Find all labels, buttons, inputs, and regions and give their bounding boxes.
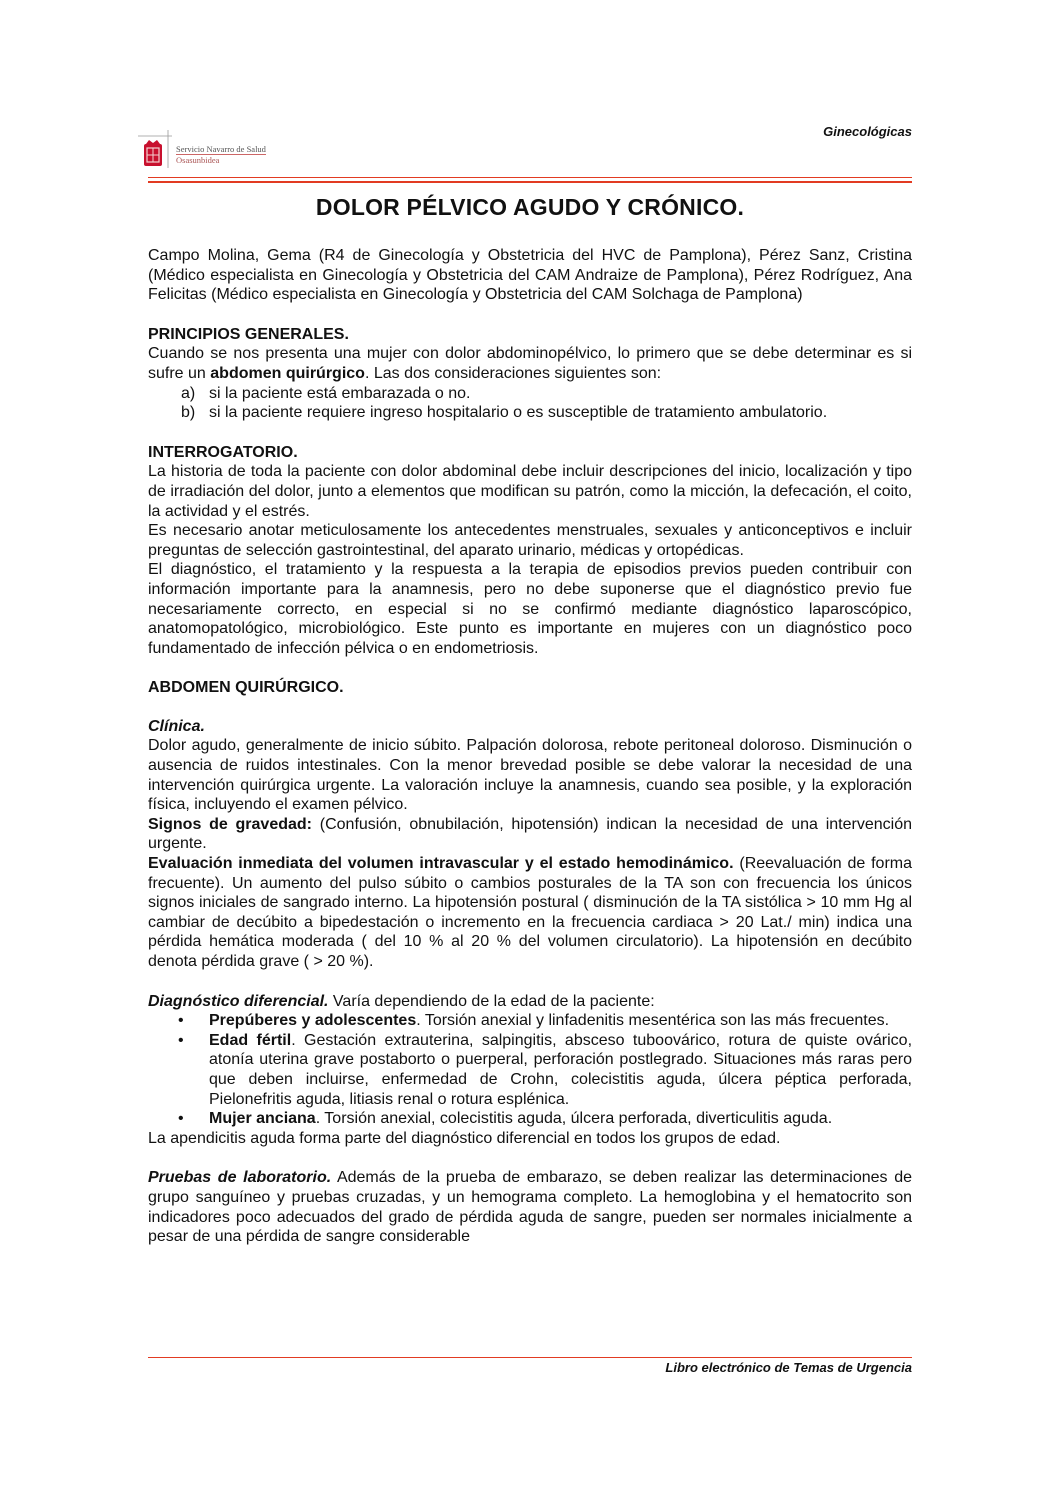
diagnostico-note: La apendicitis aguda forma parte del diagnóstico diferencial en todos los grupos de edad. <box>148 1129 781 1147</box>
section-label: Ginecológicas <box>823 124 912 139</box>
list-item: a) si la paciente está embarazada o no. <box>181 384 471 402</box>
pruebas-laboratorio-paragraph: Pruebas de laboratorio. Además de la prueba de embarazo, se deben realizar las determinaciones de grupo sanguíneo y pruebas cruzadas, y un hemograma completo. La hemoglobina y el hematocrito son indicadores poco adecuados del grado de pérdida aguda de sangre, pueden ser normales inicialmente a pesar de una pérdida de sangre considerable <box>148 1169 912 1246</box>
bullet-icon: • <box>178 1012 184 1030</box>
principios-intro: Cuando se nos presenta una mujer con dolor abdominopélvico, lo primero que se debe determinar es si sufre un abdomen quirúrgico. Las dos consideraciones siguientes son: <box>148 345 912 382</box>
bullet-icon: • <box>178 1110 184 1128</box>
header-rule-thick <box>148 181 912 183</box>
abdomen-quirurgico-emphasis: abdomen quirúrgico <box>210 364 365 382</box>
list-item: • Mujer anciana. Torsión anexial, colecistitis aguda, úlcera perforada, diverticulitis aguda. <box>178 1110 833 1128</box>
principios-heading: PRINCIPIOS GENERALES. <box>148 325 349 343</box>
list-item: • Prepúberes y adolescentes. Torsión anexial y linfadenitis mesentérica son las más frecuentes. <box>178 1012 890 1030</box>
interrogatorio-paragraph-2: Es necesario anotar meticulosamente los antecedentes menstruales, sexuales y anticonceptivos e incluir preguntas de selección gastrointestinal, del aparato urinario, médicas y ortopédicas. <box>148 522 912 559</box>
navarra-shield-icon <box>138 130 178 170</box>
header-rule <box>148 177 912 178</box>
authors-paragraph: Campo Molina, Gema (R4 de Ginecología y Obstetricia del HVC de Pamplona), Pérez Sanz, Cristina (Médico especialista en Ginecología y Obstetricia del CAM Andraize de Pamplona), Pérez Rodríguez, Ana Felicitas (Médico especialista en Ginecología y Obstetricia del CAM Solchaga de Pamplona) <box>148 247 912 304</box>
servicio-navarro-logo <box>138 130 308 170</box>
page-footer <box>148 1357 912 1375</box>
interrogatorio-paragraph-1: La historia de toda la paciente con dolor abdominal debe incluir descripciones del inicio, localización y tipo de irradiación del dolor, junto a elementos que modifican su patrón, como la micción, la defecación, el coito, la actividad y el estrés. <box>148 463 912 520</box>
evaluacion-paragraph: Evaluación inmediata del volumen intravascular y el estado hemodinámico. (Reevaluación de forma frecuente). Un aumento del pulso súbito o cambios posturales de la TA son con frecuencia los únicos signos iniciales de sangrado interno. La hipotensión postural ( disminución de la TA sistólica > 10 mm Hg al cambiar de decúbito a bipedestación o incremento en la frecuencia cardiaca > 20 Lat./ min) indica una pérdida hemática moderada ( del 10 % al 20 % del volumen circulatorio). La hipotensión en decúbito denota pérdida grave ( > 20 %). <box>148 855 913 970</box>
abdomen-quirurgico-heading: ABDOMEN QUIRÚRGICO. <box>148 679 344 697</box>
signos-gravedad-paragraph: Signos de gravedad: (Confusión, obnubilación, hipotensión) indican la necesidad de una intervención urgente. <box>148 815 912 853</box>
logo-caption <box>176 144 266 165</box>
footer-text: Libro electrónico de Temas de Urgencia <box>665 1360 912 1375</box>
diagnostico-list <box>148 1011 912 1129</box>
considerations-list <box>148 384 912 423</box>
list-item: b) si la paciente requiere ingreso hospitalario o es susceptible de tratamiento ambulatorio. <box>181 404 828 422</box>
diagnostico-diferencial-intro: Diagnóstico diferencial. Varía dependiendo de la edad de la paciente: <box>148 992 655 1010</box>
list-item: • Edad fértil. Gestación extrauterina, salpingitis, absceso tuboovárico, rotura de quiste ovárico, atonía uterina grave postaborto o puerperal, perforación postlegrado. Situaciones más raras pero que deben incluirse, enfermedad de Crohn, colecistitis aguda, úlcera péptica perforada, Pielonefritis aguda, litiasis renal o rotura esplénica. <box>178 1031 913 1108</box>
interrogatorio-paragraph-3: El diagnóstico, el tratamiento y la respuesta a la terapia de episodios previos pueden contribuir con información importante para la anamnesis, pero no debe suponerse que el diagnóstico previo fue necesariamente correcto, en especial si no se confirmó mediante diagnóstico laparoscópico, anatomopatológico, microbiológico. Este punto es importante en mujeres con un diagnóstico poco fundamentado de infección pélvica o en endometriosis. <box>148 561 912 657</box>
clinica-paragraph: Dolor agudo, generalmente de inicio súbito. Palpación dolorosa, rebote peritoneal doloroso. Disminución o ausencia de ruidos intestinales. Con la menor brevedad posible se debe valorar la necesidad de una intervención quirúrgica urgente. La valoración incluye la anamnesis, cuando sea posible, y la exploración física, incluyendo el examen pélvico. <box>148 737 912 814</box>
document-body <box>148 246 912 1247</box>
logo-sub-name: Osasunbidea <box>176 154 266 165</box>
clinica-heading: Clínica. <box>148 717 205 735</box>
interrogatorio-heading: INTERROGATORIO. <box>148 443 298 461</box>
bullet-icon: • <box>178 1031 184 1049</box>
document-title: DOLOR PÉLVICO AGUDO Y CRÓNICO. <box>315 194 745 220</box>
logo-org-name: Servicio Navarro de Salud <box>176 144 266 154</box>
page-header <box>138 122 912 184</box>
